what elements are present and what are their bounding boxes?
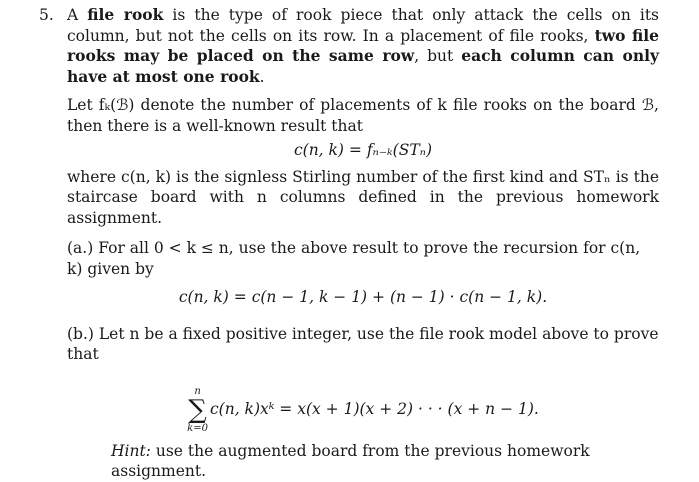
where-paragraph: where c(n, k) is the signless Stirling number of the first kind and STₙ is the staircase board with n columns defined in the previous homework assignment. bbox=[67, 167, 659, 227]
sum-upper-limit: n bbox=[194, 385, 201, 397]
main-equation: c(n, k) = fₙ₋ₖ(STₙ) bbox=[293, 141, 433, 159]
part-a-equation: c(n, k) = c(n − 1, k − 1) + (n − 1) · c(n − 1, k). bbox=[178, 288, 548, 306]
part-a-statement bbox=[67, 238, 659, 279]
part-a bbox=[39, 238, 659, 279]
intro-text-d: . bbox=[259, 67, 265, 86]
intro-bold-one-rook: each column can only have at most one rook bbox=[67, 46, 659, 86]
part-b-sum-equation bbox=[67, 379, 659, 434]
part-a-label: (a.) bbox=[67, 239, 94, 257]
problem-number: 5. bbox=[39, 6, 54, 24]
part-b-label: (b.) bbox=[67, 324, 94, 343]
let-paragraph: Let fₖ(ℬ) denote the number of placements of k file rooks on the board ℬ, then there is a well-known result that bbox=[67, 96, 659, 135]
part-b bbox=[39, 324, 659, 365]
intro-bold-file-rook: file rook bbox=[87, 5, 164, 24]
intro-text-b: is the type of rook piece that only attack the cells on its column, but not the cells on its row. In a placement of file rooks, bbox=[67, 6, 660, 45]
part-b-text: Let n be a fixed positive integer, use the file rook model above to prove that bbox=[67, 324, 659, 363]
part-a-text: For all 0 < k ≤ n, use the above result to prove the recursion for c(n, k) given by bbox=[67, 239, 641, 278]
intro-paragraph bbox=[39, 5, 659, 87]
problem-5 bbox=[39, 5, 659, 482]
hint-text: use the augmented board from the previous homework assignment. bbox=[111, 441, 590, 480]
hint bbox=[39, 441, 659, 482]
summation-sign bbox=[187, 386, 208, 434]
sigma-symbol: ∑ bbox=[188, 394, 207, 425]
intro-bold-same-row: two file rooks may be placed on the same row bbox=[67, 25, 659, 65]
sum-lower-limit: k=0 bbox=[187, 422, 208, 434]
hint-label: Hint: bbox=[111, 441, 151, 460]
part-b-statement bbox=[67, 324, 659, 365]
intro-text-a: A bbox=[67, 6, 88, 24]
intro-text-c: , but bbox=[414, 47, 462, 65]
sum-expression: c(n, k)xᵏ = x(x + 1)(x + 2) · · · (x + n − 1). bbox=[209, 400, 539, 419]
